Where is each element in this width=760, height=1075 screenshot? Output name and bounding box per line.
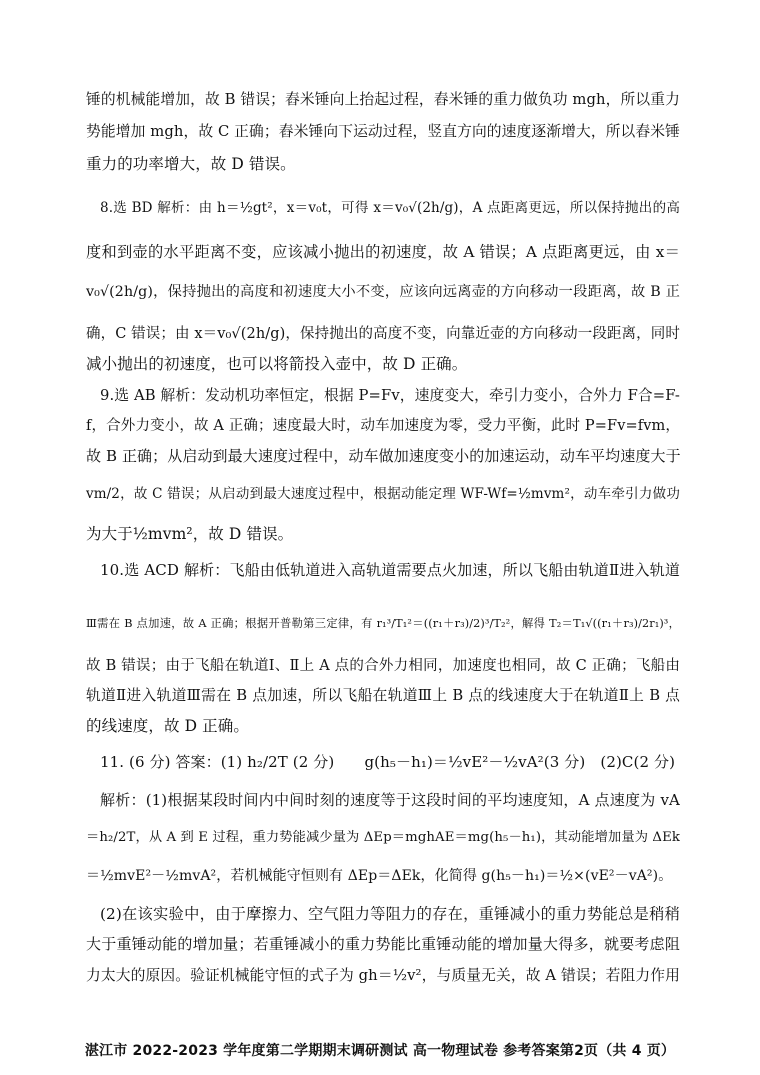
text-line: Ⅲ需在 B 点加速，故 A 正确；根据开普勒第三定律，有 r₁³/T₁²＝((r₁＋r₃)/2)³/T₂²，解得 T₂＝T₁√((r₁＋r₃)/2r₁)³， bbox=[86, 617, 680, 630]
text-line: f，合外力变小，故 A 正确；速度最大时，动车加速度为零，受力平衡，此时 P=Fv=fvm， bbox=[86, 418, 680, 434]
text-line: 大于重锤动能的增加量；若重锤减小的重力势能比重锤动能的增加量大得多，就要考虑阻 bbox=[86, 935, 680, 953]
text-line: 解析：(1)根据某段时间内中间时刻的速度等于这段时间的平均速度知，A 点速度为 vA bbox=[100, 791, 680, 809]
text-line: 10.选 ACD 解析：飞船由低轨道进入高轨道需要点火加速，所以飞船由轨道Ⅱ进入轨道 bbox=[100, 561, 680, 579]
text-line: 力太大的原因。验证机械能守恒的式子为 gh＝½v²，与质量无关，故 A 错误；若阻力作用 bbox=[86, 967, 680, 984]
text-line: ＝½mvE²－½mvA²，若机械能守恒则有 ΔEp＝ΔEk，化简得 g(h₅－h₁)＝½×(vE²－vA²)。 bbox=[86, 868, 673, 884]
text-line: 轨道Ⅱ进入轨道Ⅲ需在 B 点加速，所以飞船在轨道Ⅲ上 B 点的线速度大于在轨道Ⅱ上 B 点 bbox=[86, 687, 680, 704]
text-line: 8.选 BD 解析：由 h＝½gt²，x＝v₀t，可得 x＝v₀√(2h/g)，A 点距离更远，所以保持抛出的高 bbox=[100, 200, 680, 216]
text-line: 减小抛出的初速度，也可以将箭投入壶中，故 D 正确。 bbox=[86, 355, 468, 373]
text-line: 的线速度，故 D 正确。 bbox=[86, 717, 249, 735]
text-line: 锤的机械能增加，故 B 错误；舂米锤向上抬起过程，舂米锤的重力做负功 mgh，所以重力 bbox=[86, 91, 680, 108]
text-line: 故 B 错误；由于飞船在轨道Ⅰ、Ⅱ上 A 点的合外力相同，加速度也相同，故 C 正确；飞船由 bbox=[86, 658, 680, 674]
text-line: 9.选 AB 解析：发动机功率恒定，根据 P=Fv，速度变大，牵引力变小，合外力 F合=F- bbox=[100, 387, 680, 404]
text-line: v₀√(2h/g)，保持抛出的高度和初速度大小不变，应该向远离壶的方向移动一段距离，故 B 正 bbox=[86, 284, 680, 300]
text-line: 度和到壶的水平距离不变，应该减小抛出的初速度，故 A 错误；A 点距离更远，由 x＝ bbox=[86, 243, 680, 261]
text-line: 重力的功率增大，故 D 错误。 bbox=[86, 155, 296, 173]
text-line: vm/2，故 C 错误；从启动到最大速度过程中，根据动能定理 WF-Wf=½mvm²，动车牵引力做功 bbox=[86, 486, 680, 502]
text-line: 11. (6 分) 答案：(1) h₂/2T (2 分) g(h₅－h₁)＝½vE²－½vA²(3 分) (2)C(2 分) bbox=[100, 753, 676, 771]
text-line: 故 B 正确；从启动到最大速度过程中，动车做加速度变小的加速运动，动车平均速度大于 bbox=[86, 447, 681, 465]
text-line: 确，C 错误；由 x＝v₀√(2h/g)，保持抛出的高度不变，向靠近壶的方向移动一段距离，同时 bbox=[86, 326, 680, 342]
text-line: ＝h₂/2T，从 A 到 E 过程，重力势能减少量为 ΔEp＝mghAE＝mg(h₅－h₁)，其动能增加量为 ΔEk bbox=[86, 830, 680, 845]
text-line: (2)在该实验中，由于摩擦力、空气阻力等阻力的存在，重锤减小的重力势能总是稍稍 bbox=[100, 905, 680, 923]
text-line: 为大于½mvm²，故 D 错误。 bbox=[86, 525, 294, 543]
page-footer: 湛江市 2022-2023 学年度第二学期期末调研测试 高一物理试卷 参考答案第2页（共 4 页） bbox=[84, 1043, 676, 1059]
text-line: 势能增加 mgh，故 C 正确；舂米锤向下运动过程，竖直方向的速度逐渐增大，所以舂米锤 bbox=[86, 123, 680, 140]
